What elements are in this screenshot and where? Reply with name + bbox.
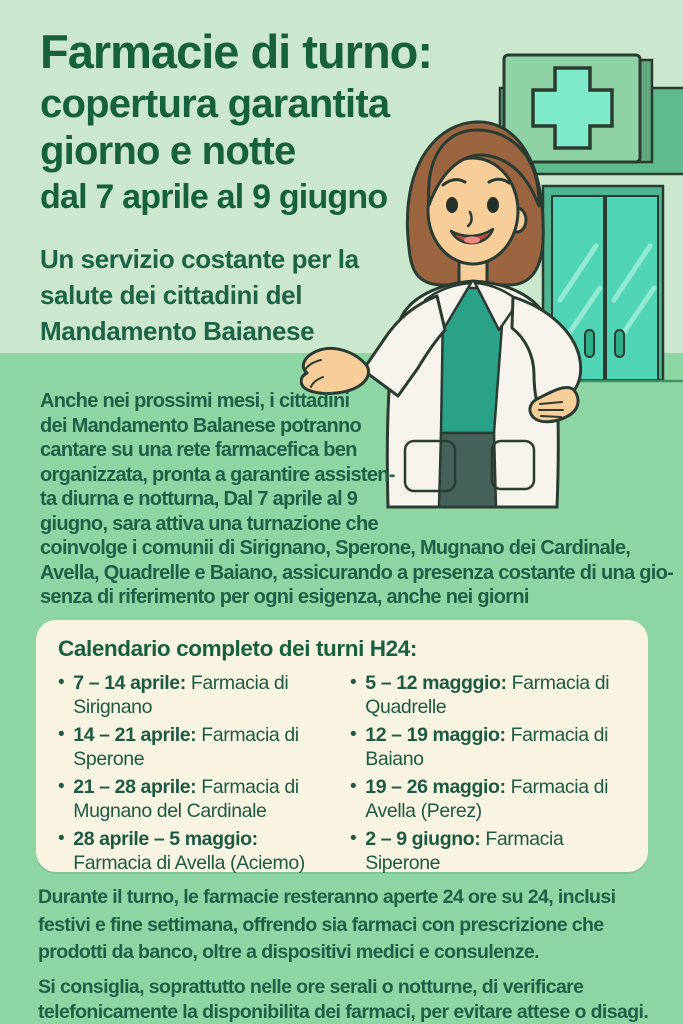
calendar-item-pharmacy: Farmacia di Avella (Perez): [365, 776, 609, 822]
bullet-icon: •: [350, 672, 357, 693]
calendar-item-pharmacy: Farmacia Siperone: [365, 828, 564, 874]
text-line: dei Mandamento Balanese potranno: [40, 414, 361, 437]
page-title: [40, 24, 540, 221]
text-line: senza di riferimento per ogni esigenza, anche nei giorni: [40, 586, 529, 608]
calendar-item-pharmacy: Farmacia di Sperone: [73, 724, 299, 770]
calendar-item-dates: 19 – 26 maggio:: [365, 776, 511, 798]
calendar-item-pharmacy: Farmacia di Mugnano del Cardinale: [73, 776, 299, 822]
text-line: organizzata, pronta a garantire assisten-: [40, 463, 395, 486]
calendar-columns: [58, 671, 626, 879]
intro-paragraph: [40, 389, 673, 610]
text-line: festivi e fine settimana, offrendo sia farmaci con prescrizione che: [38, 913, 604, 936]
text-line: coinvolge i comunii di Sirignano, Sperone, Mugnano dei Cardinale,: [40, 537, 631, 559]
calendar-column-right: [350, 671, 626, 879]
calendar-item: [350, 775, 626, 823]
text-line: cantare su una rete farmacefica ben: [40, 439, 357, 461]
calendar-item-pharmacy: Farmacia di Quadrelle: [365, 672, 610, 718]
calendar-item: [58, 723, 334, 771]
calendar-item: [58, 775, 334, 823]
calendar-item-dates: 2 – 9 giugno:: [365, 828, 486, 850]
text-line: Durante il turno, le farmacie resteranno aperte 24 ore su 24, inclusi: [38, 886, 616, 908]
calendar-item: [58, 827, 334, 875]
calendar-item-dates: 5 – 12 magggio:: [365, 672, 512, 694]
bullet-icon: •: [350, 828, 357, 849]
pharmacy-door-right: [606, 196, 658, 380]
calendar-item: [350, 671, 626, 719]
calendar-item: [58, 671, 334, 719]
calendar-title: Calendario completo dei turni H24:: [58, 636, 417, 661]
calendar-item-pharmacy: Farmacia di Avella (Aciemo): [73, 852, 305, 874]
calendar-item-pharmacy: Farmacia di Baiano: [365, 724, 609, 770]
bullet-icon: •: [58, 776, 65, 797]
text-line: Avella, Quadrelle e Baiano, assicurando a presenza costante di una gio-: [40, 561, 674, 584]
calendar-item-dates: 7 – 14 aprile:: [73, 672, 191, 694]
door-handle-icon: [585, 330, 594, 357]
calendar-item-dates: 28 aprile – 5 maggio:: [73, 828, 258, 850]
bullet-icon: •: [58, 724, 65, 745]
calendar-column-left: [58, 671, 334, 879]
text-line: salute dei cittadini del: [40, 280, 303, 310]
calendar-item-text: [365, 723, 626, 771]
footer-paragraph-1: [38, 884, 668, 967]
title-line-1: Farmacie di turno:: [40, 25, 433, 78]
subtitle: [40, 241, 359, 349]
calendar-item-text: [73, 723, 334, 771]
text-line: giugno, sara attiva una turnazione che: [40, 512, 378, 535]
title-line-2: copertura garantita: [40, 82, 390, 126]
text-line: ta diurna e notturna, Dal 7 aprile al 9: [40, 488, 358, 510]
text-line: Un servizio costante per la: [40, 244, 359, 274]
title-line-4: dal 7 aprile al 9 giugno: [40, 178, 388, 216]
text-line: telefonicamente la disponibilita dei farmaci, per evitare attese o disagi.: [38, 1000, 649, 1023]
title-line-3: giorno e notte: [40, 129, 296, 173]
footer-notes: [38, 884, 668, 1024]
bullet-icon: •: [58, 828, 65, 849]
calendar-item-text: [73, 671, 334, 719]
calendar-item-dates: 21 – 28 aprile:: [73, 776, 202, 798]
text-line: prodotti da banco, oltre a dispositivi medici e consulenze.: [38, 941, 539, 963]
calendar-item-text: [365, 671, 626, 719]
calendar-item-dates: 14 – 21 aprile:: [73, 724, 202, 746]
door-handle-icon: [615, 330, 624, 357]
text-line: Mandamento Baianese: [40, 316, 315, 346]
calendar-item-text: [365, 827, 626, 875]
text-line: Anche nei prossimi mesi, i cittadini: [40, 390, 350, 412]
footer-paragraph-2: [38, 975, 668, 1024]
calendar-item-text: [73, 775, 334, 823]
calendar-item: [350, 723, 626, 771]
calendar-item-text: [73, 827, 334, 875]
text-line: Si consiglia, soprattutto nelle ore serali o notturne, di verificare: [38, 975, 584, 998]
bullet-icon: •: [350, 724, 357, 745]
calendar-item-text: [365, 775, 626, 823]
calendar-card: [36, 620, 648, 872]
bullet-icon: •: [350, 776, 357, 797]
bullet-icon: •: [58, 672, 65, 693]
calendar-item-pharmacy: Farmacia di Sirignano: [73, 672, 289, 718]
calendar-item: [350, 827, 626, 875]
calendar-item-dates: 12 – 19 maggio:: [365, 724, 511, 746]
